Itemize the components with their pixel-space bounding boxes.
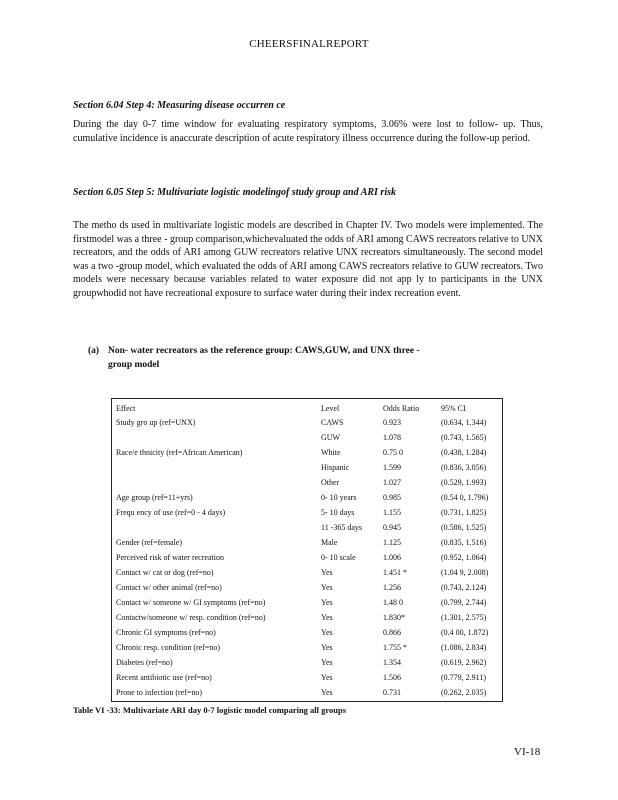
cell-odds-ratio: 1.006 <box>383 553 401 562</box>
table-row <box>116 655 503 670</box>
table-row <box>116 460 503 475</box>
cell-level: Yes <box>321 628 333 637</box>
table-row <box>116 490 503 505</box>
cell-ci: (0.54 0, 1.796) <box>441 493 489 502</box>
section-6-04-paragraph: During the day 0-7 time window for evaluating respiratory symptoms, 3.06% were lost to follow- up. Thus, cumulative incidence is anaccurate description of acute respiratory illness occurrence during the follow-up period. <box>73 119 543 144</box>
cell-odds-ratio: 1.451 * <box>383 568 407 577</box>
cell-odds-ratio: 1.078 <box>383 433 401 442</box>
table-row <box>116 430 503 445</box>
cell-effect: Recent antibiotic use (ref=no) <box>116 673 212 682</box>
cell-level: 5- 10 days <box>321 508 355 517</box>
table-row <box>116 535 503 550</box>
cell-effect <box>116 475 321 490</box>
subsection-a-line1: Non- water recreators as the reference group: CAWS,GUW, and UNX three - <box>108 346 420 356</box>
cell-effect <box>116 430 321 445</box>
table-row <box>116 505 503 520</box>
table-row <box>116 640 503 655</box>
subsection-a-line2: group model <box>108 360 160 370</box>
cell-effect: Prone to infection (ref=no) <box>116 688 203 697</box>
table-row <box>116 565 503 580</box>
page-header: CHEERSFINALREPORT <box>249 38 369 50</box>
cell-odds-ratio: 1.48 0 <box>383 598 403 607</box>
table-row <box>116 685 503 700</box>
cell-odds-ratio: 1.506 <box>383 673 401 682</box>
header-effect: Effect <box>116 403 136 413</box>
cell-odds-ratio: 1.125 <box>383 538 401 547</box>
cell-level: 11 -365 days <box>321 523 363 532</box>
cell-effect <box>116 520 321 535</box>
table-row <box>116 625 503 640</box>
cell-odds-ratio: 0.75 0 <box>383 448 403 457</box>
cell-ci: (0.835, 1.516) <box>441 538 487 547</box>
header-odds-ratio: Odds Ratio <box>383 403 420 413</box>
cell-ci: (1.04 9, 2.008) <box>441 568 489 577</box>
cell-effect: Contact w/ other animal (ref=no) <box>116 583 222 592</box>
subsection-a-label: (a) <box>88 346 100 356</box>
table-row <box>116 550 503 565</box>
cell-effect: Frequ ency of use (ref=0 - 4 days) <box>116 508 226 517</box>
subsection-a-heading <box>88 344 548 372</box>
cell-level: Yes <box>321 583 333 592</box>
cell-ci: (0.779, 2.911) <box>441 673 487 682</box>
cell-ci: (0.836, 3.056) <box>441 463 487 472</box>
cell-ci: (0.743, 2.124) <box>441 583 487 592</box>
section-heading-6-04: Section 6.04 Step 4: Measuring disease occurren ce <box>73 100 286 111</box>
cell-level: 0- 10 years <box>321 493 357 502</box>
table-row <box>116 415 503 430</box>
cell-level: Yes <box>321 613 333 622</box>
cell-ci: (0.529, 1.993) <box>441 478 487 487</box>
cell-odds-ratio: 1.256 <box>383 583 401 592</box>
page-number: VI-18 <box>514 746 541 758</box>
table-row <box>116 670 503 685</box>
cell-effect: Study gro up (ref=UNX) <box>116 418 196 427</box>
cell-odds-ratio: 1.599 <box>383 463 401 472</box>
cell-effect: Contactw/someone w/ resp. condition (ref=no) <box>116 613 266 622</box>
cell-odds-ratio: 0.945 <box>383 523 401 532</box>
cell-level: Other <box>321 478 340 487</box>
cell-odds-ratio: 1.155 <box>383 508 401 517</box>
cell-odds-ratio: 1.830* <box>383 613 405 622</box>
cell-effect: Perceived risk of water recreation <box>116 553 224 562</box>
cell-odds-ratio: 0.923 <box>383 418 401 427</box>
cell-effect: Age group (ref=11+yrs) <box>116 493 193 502</box>
cell-level: Hispanic <box>321 463 350 472</box>
table-row <box>116 475 503 490</box>
cell-ci: (0.731, 1.825) <box>441 508 487 517</box>
cell-odds-ratio: 0.985 <box>383 493 401 502</box>
cell-level: Yes <box>321 658 333 667</box>
cell-ci: (0.743, 1.565) <box>441 433 487 442</box>
cell-ci: (0.634, 1.344) <box>441 418 487 427</box>
header-ci: 95% CI <box>441 403 466 413</box>
cell-level: Yes <box>321 688 333 697</box>
table-row <box>116 595 503 610</box>
cell-effect: Chronic GI symptoms (ref=no) <box>116 628 216 637</box>
cell-ci: (0.799, 2.744) <box>441 598 487 607</box>
cell-level: Yes <box>321 568 333 577</box>
cell-ci: (0.586, 1.525) <box>441 523 487 532</box>
cell-level: White <box>321 448 341 457</box>
cell-ci: (1.086, 2.834) <box>441 643 487 652</box>
cell-ci: (0.952, 1.064) <box>441 553 487 562</box>
cell-effect <box>116 460 321 475</box>
section-heading-6-05: Section 6.05 Step 5: Multivariate logistic modelingof study group and ARI risk <box>73 187 396 198</box>
cell-odds-ratio: 1.755 * <box>383 643 407 652</box>
cell-level: Yes <box>321 643 333 652</box>
cell-level: Yes <box>321 673 333 682</box>
table-row <box>116 580 503 595</box>
cell-ci: (0.262, 2.035) <box>441 688 487 697</box>
cell-odds-ratio: 1.354 <box>383 658 401 667</box>
cell-level: Yes <box>321 598 333 607</box>
cell-level: CAWS <box>321 418 344 427</box>
header-level: Level <box>321 403 340 413</box>
cell-effect: Chronic resp. condition (ref=no) <box>116 643 221 652</box>
cell-ci: (1.301, 2.575) <box>441 613 487 622</box>
cell-odds-ratio: 1.027 <box>383 478 401 487</box>
cell-level: GUW <box>321 433 341 442</box>
table-row <box>116 445 503 460</box>
cell-level: Male <box>321 538 338 547</box>
table-header-row <box>116 401 503 415</box>
cell-level: 0- 10 scale <box>321 553 356 562</box>
table-row <box>116 610 503 625</box>
cell-effect: Diabetes (ref=no) <box>116 658 173 667</box>
cell-effect: Race/e thnicity (ref=African American) <box>116 448 243 457</box>
cell-ci: (0.4 00, 1.872) <box>441 628 489 637</box>
table-caption: Table VI -33: Multivariate ARI day 0-7 logistic model comparing all groups <box>73 705 347 715</box>
cell-ci: (0.438, 1.284) <box>441 448 487 457</box>
cell-odds-ratio: 0.866 <box>383 628 401 637</box>
table-row <box>116 520 503 535</box>
cell-odds-ratio: 0.731 <box>383 688 401 697</box>
results-table <box>116 401 503 700</box>
section-6-05-paragraph: The metho ds used in multivariate logistic models are described in Chapter IV. Two models were implemented. The firstmodel was a three - group comparison,whichevaluated the odds of ARI among CAWS recreators relative to UNX recreators, and the odds of ARI among GUW recreators relative UNX recreators simultaneously. The second model was a two -group model, which evaluated the odds of ARI among CAWS recreators relative to GUW recreators. Two models were necessary because variables related to water exposure did not app ly to participants in the UNX groupwhodid not have recreational exposure to surface water during their index recreation event. <box>73 220 543 299</box>
cell-effect: Gender (ref=female) <box>116 538 183 547</box>
cell-effect: Contact w/ cat or dog (ref=no) <box>116 568 214 577</box>
cell-ci: (0.619, 2.962) <box>441 658 487 667</box>
cell-effect: Contact w/ someone w/ GI symptoms (ref=no) <box>116 598 266 607</box>
